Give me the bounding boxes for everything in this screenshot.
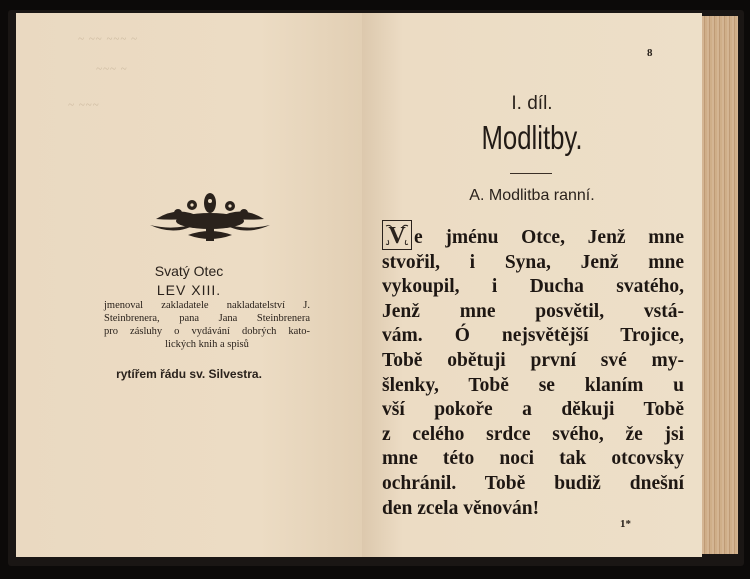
dedication-line: jmenoval zakladatele nakladatelství J.	[104, 300, 310, 311]
left-page	[16, 13, 363, 557]
title-divider	[510, 173, 552, 174]
prayer-line: vykoupil, i Ducha svatého,	[382, 276, 684, 298]
faded-pencil-mark: ~~~ ~	[96, 63, 128, 75]
dropcap-initial	[382, 220, 412, 250]
prayer-line	[382, 220, 684, 251]
order-title: rytířem řádu sv. Silvestra.	[116, 367, 262, 381]
signature-mark: 1*	[620, 518, 631, 530]
prayer-line: Jenž mne posvětil, vstá-	[382, 300, 684, 322]
chapter-title: Modlitby.	[481, 119, 583, 156]
prayer-line: Tobě obětuji první své my-	[382, 349, 684, 371]
prayer-line: vší pokoře a děkuji Tobě	[382, 399, 684, 421]
prayer-line: šlenky, Tobě se klaním u	[382, 374, 684, 396]
pope-name: LEV XIII.	[156, 282, 222, 298]
page-number: 8	[647, 47, 653, 59]
right-page	[362, 13, 702, 557]
prayer-line: den zcela věnován!	[382, 497, 540, 519]
prayer-line: ochránil. Tobě budiž dnešní	[382, 472, 684, 494]
dropcap-letter: V	[388, 223, 406, 249]
faded-pencil-mark: ~ ~~ ~~~ ~	[78, 33, 138, 45]
prayer-line: z celého srdce svého, že jsi	[382, 423, 684, 445]
dedication-line: lických knih a spisů	[165, 339, 249, 350]
floral-ornament	[148, 191, 272, 245]
honor-title: Svatý Otec	[154, 263, 224, 279]
page-edges	[702, 16, 738, 554]
prayer-line: vám. Ó nejsvětější Trojice,	[382, 325, 684, 347]
dedication-line: Steinbrenera, pana Jana Steinbrenera	[104, 313, 310, 324]
prayer-text	[382, 220, 684, 521]
prayer-line: mne této noci tak otcovsky	[382, 448, 684, 470]
part-heading: I. díl.	[511, 93, 553, 114]
section-subtitle: A. Modlitba ranní.	[469, 187, 595, 204]
faded-pencil-mark: ~ ~~~	[68, 99, 100, 111]
prayer-line-text: e jménu Otce, Jenž mne	[414, 227, 684, 248]
prayer-line: stvořil, i Syna, Jenž mne	[382, 251, 684, 273]
dedication-line: pro zásluhy o vydávání dobrých kato-	[104, 326, 310, 337]
dedication-text	[104, 299, 310, 351]
